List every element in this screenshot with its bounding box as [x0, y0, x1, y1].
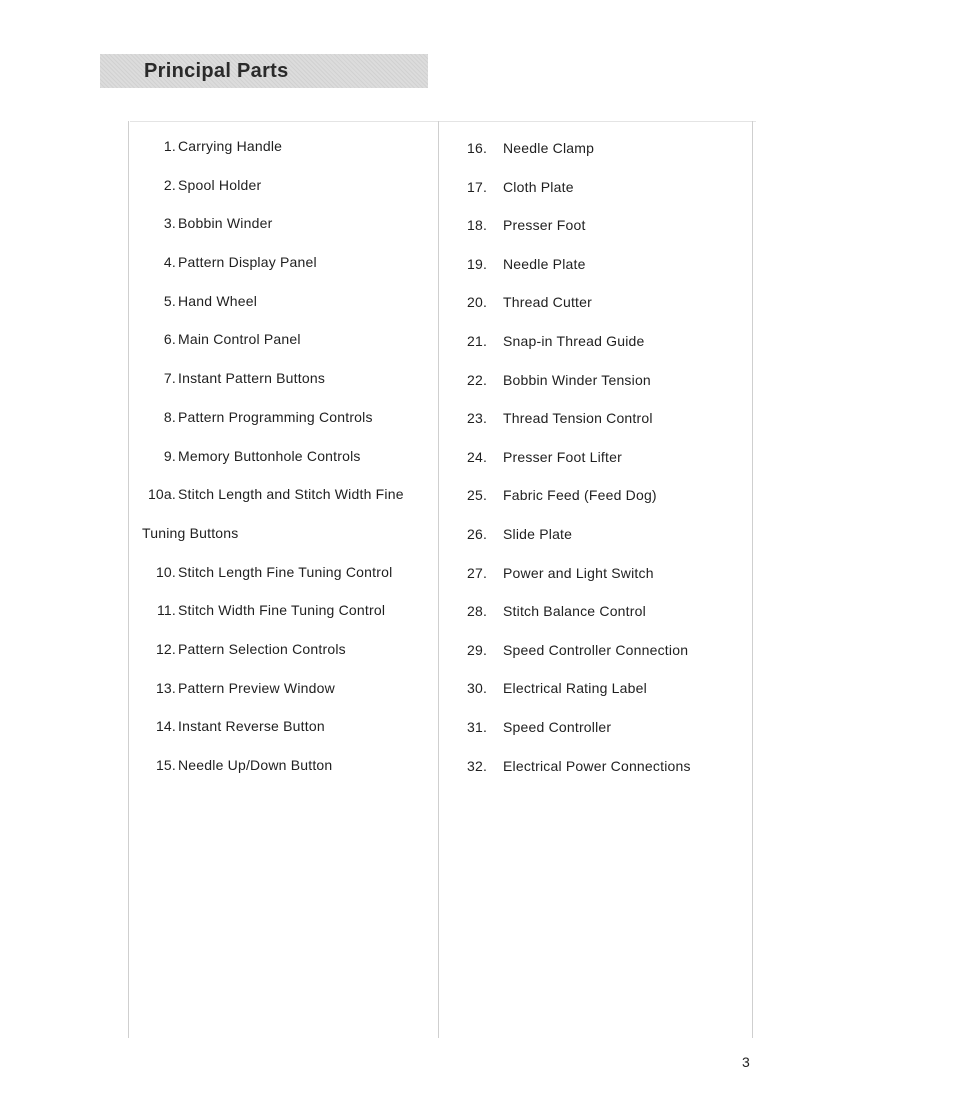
part-item	[467, 758, 691, 797]
frame-top-rule	[130, 121, 756, 122]
part-number: 28.	[467, 603, 488, 620]
part-label: Hand Wheel	[178, 292, 258, 309]
part-item	[140, 448, 404, 487]
part-number: 13.	[155, 679, 176, 696]
part-item	[140, 641, 404, 680]
part-label: Stitch Length and Stitch Width Fine	[178, 486, 404, 503]
part-number: 25.	[467, 487, 488, 504]
part-label: Stitch Width Fine Tuning Control	[178, 602, 386, 619]
part-item-continued	[140, 525, 404, 564]
part-number: 10a.	[147, 486, 176, 503]
part-label: Needle Plate	[503, 255, 586, 272]
part-number: 16.	[467, 140, 488, 156]
part-label: Tuning Buttons	[142, 524, 239, 541]
part-label: Carrying Handle	[178, 138, 283, 154]
part-label: Presser Foot Lifter	[503, 448, 622, 465]
part-number: 7.	[163, 370, 176, 387]
part-item	[467, 372, 691, 411]
part-label: Instant Reverse Button	[178, 718, 325, 735]
part-number: 15.	[155, 757, 176, 773]
part-item	[467, 333, 691, 372]
part-label: Power and Light Switch	[503, 564, 654, 581]
part-number: 27.	[467, 564, 488, 581]
part-label: Presser Foot	[503, 217, 586, 234]
part-item	[467, 179, 691, 218]
part-item	[467, 410, 691, 449]
part-number: 29.	[467, 641, 488, 658]
part-item	[467, 294, 691, 333]
part-item	[140, 215, 404, 254]
part-item	[467, 217, 691, 256]
part-number: 11.	[156, 602, 176, 619]
part-item	[467, 680, 691, 719]
part-number: 20.	[467, 294, 488, 311]
part-number: 4.	[163, 254, 176, 271]
part-item	[467, 719, 691, 758]
part-item	[140, 602, 404, 641]
part-label: Thread Cutter	[503, 294, 592, 311]
part-label: Slide Plate	[503, 525, 573, 542]
part-number: 30.	[467, 680, 488, 697]
part-number: 18.	[467, 217, 488, 234]
part-item	[140, 293, 404, 332]
part-item	[140, 486, 404, 525]
part-label: Pattern Selection Controls	[178, 640, 346, 657]
part-number: 1.	[163, 138, 176, 154]
part-label: Electrical Rating Label	[503, 680, 647, 697]
part-number: 12.	[155, 640, 176, 657]
part-label: Electrical Power Connections	[503, 757, 691, 774]
part-label: Pattern Programming Controls	[178, 408, 373, 425]
part-item	[467, 256, 691, 295]
parts-list-right	[467, 140, 691, 796]
part-number: 9.	[163, 447, 176, 464]
right-column-rule	[752, 121, 753, 1038]
part-label: Needle Up/Down Button	[178, 757, 333, 773]
part-number: 6.	[163, 331, 176, 348]
part-label: Speed Controller Connection	[503, 641, 689, 658]
part-item	[467, 642, 691, 681]
part-item	[140, 564, 404, 603]
part-number: 19.	[467, 255, 488, 272]
part-item	[140, 254, 404, 293]
part-label: Bobbin Winder Tension	[503, 371, 651, 388]
part-label: Speed Controller	[503, 718, 612, 735]
part-number: 3.	[163, 215, 176, 232]
part-item	[140, 680, 404, 719]
part-item	[140, 757, 404, 796]
title-band	[100, 54, 428, 88]
part-number: 24.	[467, 448, 488, 465]
part-label: Memory Buttonhole Controls	[178, 447, 361, 464]
part-label: Stitch Length Fine Tuning Control	[178, 563, 393, 580]
part-number: 32.	[467, 757, 488, 774]
part-number: 23.	[467, 410, 488, 427]
part-label: Spool Holder	[178, 176, 262, 193]
part-number: 21.	[467, 332, 488, 349]
part-number: 10.	[155, 563, 176, 580]
parts-list-left	[140, 138, 404, 796]
part-label: Main Control Panel	[178, 331, 301, 348]
part-number: 22.	[467, 371, 488, 388]
part-item	[467, 449, 691, 488]
part-label: Thread Tension Control	[503, 410, 653, 427]
page-number: 3	[742, 1054, 750, 1070]
part-item	[140, 138, 404, 177]
middle-column-rule	[438, 121, 439, 1038]
part-item	[467, 140, 691, 179]
part-label: Snap-in Thread Guide	[503, 332, 645, 349]
part-number: 17.	[467, 178, 488, 195]
part-number: 14.	[155, 718, 176, 735]
part-item	[140, 331, 404, 370]
part-item	[467, 526, 691, 565]
part-item	[140, 177, 404, 216]
part-item	[140, 409, 404, 448]
part-label: Bobbin Winder	[178, 215, 273, 232]
part-label: Stitch Balance Control	[503, 603, 646, 620]
part-label: Pattern Preview Window	[178, 679, 335, 696]
part-label: Pattern Display Panel	[178, 254, 317, 271]
part-item	[140, 370, 404, 409]
part-number: 26.	[467, 525, 488, 542]
part-number: 5.	[163, 292, 176, 309]
part-label: Fabric Feed (Feed Dog)	[503, 487, 657, 504]
left-column-rule	[128, 121, 129, 1038]
part-item	[467, 565, 691, 604]
part-item	[467, 487, 691, 526]
part-item	[467, 603, 691, 642]
part-item	[140, 718, 404, 757]
part-label: Cloth Plate	[503, 178, 574, 195]
part-label: Instant Pattern Buttons	[178, 370, 326, 387]
part-label: Needle Clamp	[503, 140, 595, 156]
page-title: Principal Parts	[144, 60, 289, 82]
part-number: 8.	[163, 408, 176, 425]
part-number: 2.	[163, 176, 176, 193]
part-number: 31.	[467, 718, 488, 735]
